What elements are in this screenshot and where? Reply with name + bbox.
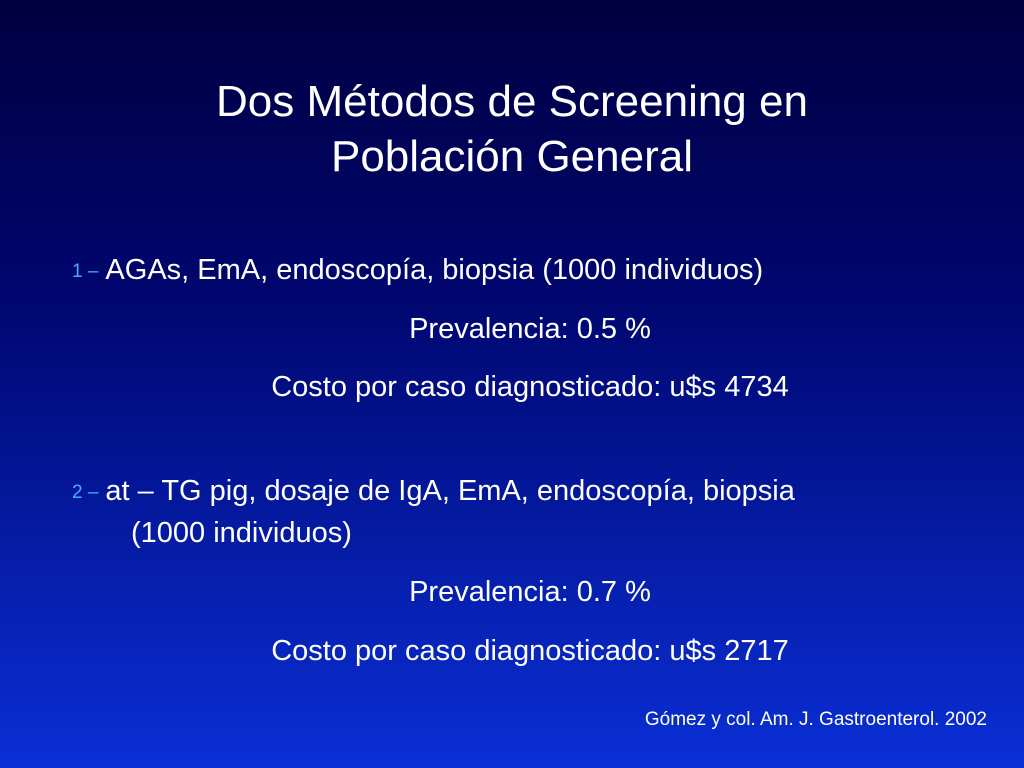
slide-title-line-2: Población General xyxy=(330,132,693,181)
method-1-number: 1 – xyxy=(72,261,99,282)
method-1-prevalence: Prevalencia: 0.5 % xyxy=(409,313,651,345)
slide-title xyxy=(0,74,1024,184)
method-2-description-line-1: at – TG pig, dosaje de IgA, EmA, endoscopía, biopsia xyxy=(105,475,795,507)
method-2-description-line-2: (1000 individuos) xyxy=(131,517,352,549)
method-2-prevalence: Prevalencia: 0.7 % xyxy=(409,576,651,608)
method-2-item xyxy=(72,473,795,513)
method-1-item xyxy=(72,252,763,292)
method-2-cost: Costo por caso diagnosticado: u$s 2717 xyxy=(271,635,789,667)
method-1-cost: Costo por caso diagnosticado: u$s 4734 xyxy=(271,371,789,403)
method-1-description: AGAs, EmA, endoscopía, biopsia (1000 individuos) xyxy=(105,254,764,286)
citation: Gómez y col. Am. J. Gastroenterol. 2002 xyxy=(644,709,987,730)
method-2-number: 2 – xyxy=(72,482,99,503)
slide-title-line-1: Dos Métodos de Screening en xyxy=(216,77,808,126)
